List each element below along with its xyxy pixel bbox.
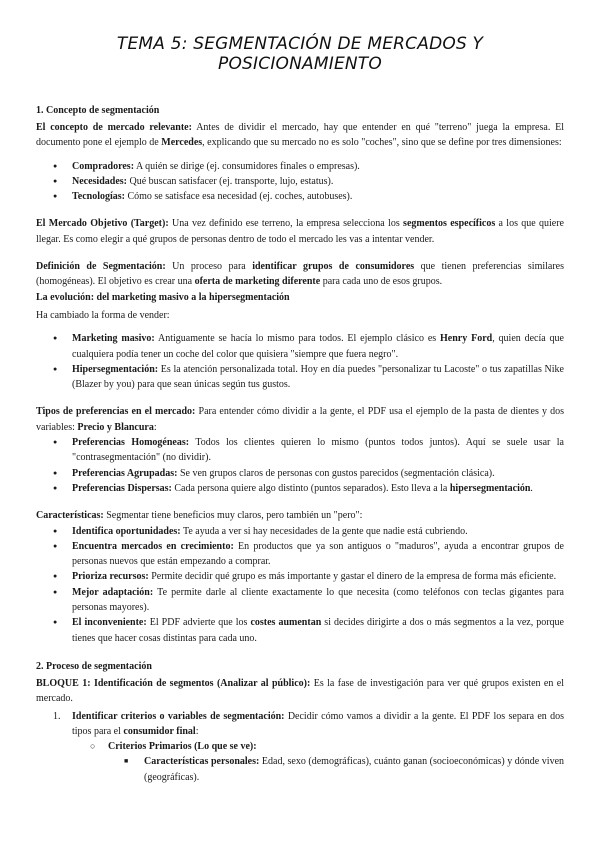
list-item: ● Encuentra mercados en crecimiento: En productos que ya son antiguos o "maduros", ayuda a encontrar grupos de personas nuevos que están empezando a comprar. — [36, 539, 564, 570]
paragraph-bloque-1: BLOQUE 1: Identificación de segmentos (Analizar al público): Es la fase de investigación para ver qué grupos existen en el mercado. — [36, 677, 564, 705]
dimensions-list — [36, 159, 564, 205]
criteria-sublist — [108, 754, 564, 785]
list-item: ● Hipersegmentación: Es la atención personalizada total. Hoy en día puedes "personalizar tu Lacoste" o tus zapatillas Nike (Blazer by you) para que sean únicas según tus gustos. — [36, 362, 564, 393]
list-item: ● Necesidades: Qué buscan satisfacer (ej. transporte, lujo, estatus). — [36, 174, 564, 189]
paragraph-tipos-preferencias: Tipos de preferencias en el mercado: Para entender cómo dividir a la gente, el PDF usa el ejemplo de la pasta de dientes y dos variables: Precio y Blancura: — [36, 406, 565, 433]
section-heading-proceso: 2. Proceso de segmentación — [36, 660, 152, 672]
step-number: 1. — [53, 710, 61, 722]
list-item: ● Prioriza recursos: Permite decidir qué grupo es más importante y gastar el dinero de la empresa de forma más eficiente. — [36, 569, 564, 584]
list-item: ● Compradores: A quién se dirige (ej. consumidores finales o empresas). — [36, 159, 564, 174]
characteristics-list — [36, 524, 564, 646]
list-item: ● Tecnologías: Cómo se satisface esa necesidad (ej. coches, autobuses). — [36, 189, 564, 204]
evolution-intro: Ha cambiado la forma de vender: — [36, 309, 170, 321]
list-item: ○ Criterios Primarios (Lo que se ve): ■ Características personales: Edad, sexo (demográficas), cuánto ganan (socioeconómicas) y dónde viven (geográficas). — [72, 739, 564, 785]
list-item: ● Identifica oportunidades: Te ayuda a ver si hay necesidades de la gente que nadie está cubriendo. — [36, 524, 564, 539]
list-item: ● El inconveniente: El PDF advierte que los costes aumentan si decides dirigirte a dos o más segmentos a la vez, porque tienes que hacer cosas distintas para cada uno. — [36, 615, 564, 646]
paragraph-mercado-relevante: El concepto de mercado relevante: Antes de dividir el mercado, hay que entender en qué "terreno" juega la empresa. El documento pone el ejemplo de Mercedes, explicando que su mercado no es solo "coches", sino que se define por tres dimensiones: — [36, 122, 564, 149]
page-title: TEMA 5: SEGMENTACIÓN DE MERCADOS Y POSICIONAMIENTO — [116, 34, 484, 74]
section-heading-concepto: 1. Concepto de segmentación — [36, 105, 160, 116]
preferences-list — [36, 435, 564, 496]
paragraph-mercado-objetivo: El Mercado Objetivo (Target): Una vez definido ese terreno, la empresa selecciona los segmentos específicos a los que quiere llegar. Es como elegir a qué grupos de personas dentro de todo el mercado les vas a intentar vender. — [36, 218, 564, 245]
list-item: ● Mejor adaptación: Te permite darle al cliente exactamente lo que necesita (como teléfonos con teclas gigantes para personas mayores). — [36, 585, 564, 616]
list-item: ● Preferencias Dispersas: Cada persona quiere algo distinto (puntos separados). Esto lleva a la hipersegmentación. — [36, 481, 564, 496]
list-item: 1. Identificar criterios o variables de segmentación: Decidir cómo vamos a dividir a la gente. El PDF los separa en dos tipos para el consumidor final: ○ Criterios Primarios (Lo que se ve): ■ Características personales: Edad, sexo (demográficas), cuánto ganan (socioeconómicas) y dónde viven (geográficas). — [36, 709, 564, 785]
list-item: ■ Características personales: Edad, sexo (demográficas), cuánto ganan (socioeconómicas) y dónde viven (geográficas). — [108, 754, 564, 785]
evolution-heading: La evolución: del marketing masivo a la hipersegmentación — [36, 291, 290, 303]
list-item: ● Preferencias Homogéneas: Todos los clientes quieren lo mismo (puntos todos juntos). Aquí se suele usar la "contrasegmentación" (no dividir). — [36, 435, 564, 466]
paragraph-caracteristicas: Características: Segmentar tiene beneficios muy claros, pero también un "pero": — [36, 510, 363, 522]
list-item: ● Preferencias Agrupadas: Se ven grupos claros de personas con gustos parecidos (segmentación clásica). — [36, 466, 564, 481]
list-item: ● Marketing masivo: Antiguamente se hacía lo mismo para todos. El ejemplo clásico es Henry Ford, quien decía que cualquiera podía tener un coche del color que quisiera "siempre que fuera negro". — [36, 331, 564, 362]
paragraph-definicion: Definición de Segmentación: Un proceso para identificar grupos de consumidores que tienen preferencias similares (homogéneas). El objetivo es crear una oferta de marketing diferente para cada uno de esos grupos. — [36, 261, 565, 288]
evolution-list — [36, 331, 564, 392]
criteria-list — [72, 739, 564, 785]
steps-list — [36, 709, 564, 785]
